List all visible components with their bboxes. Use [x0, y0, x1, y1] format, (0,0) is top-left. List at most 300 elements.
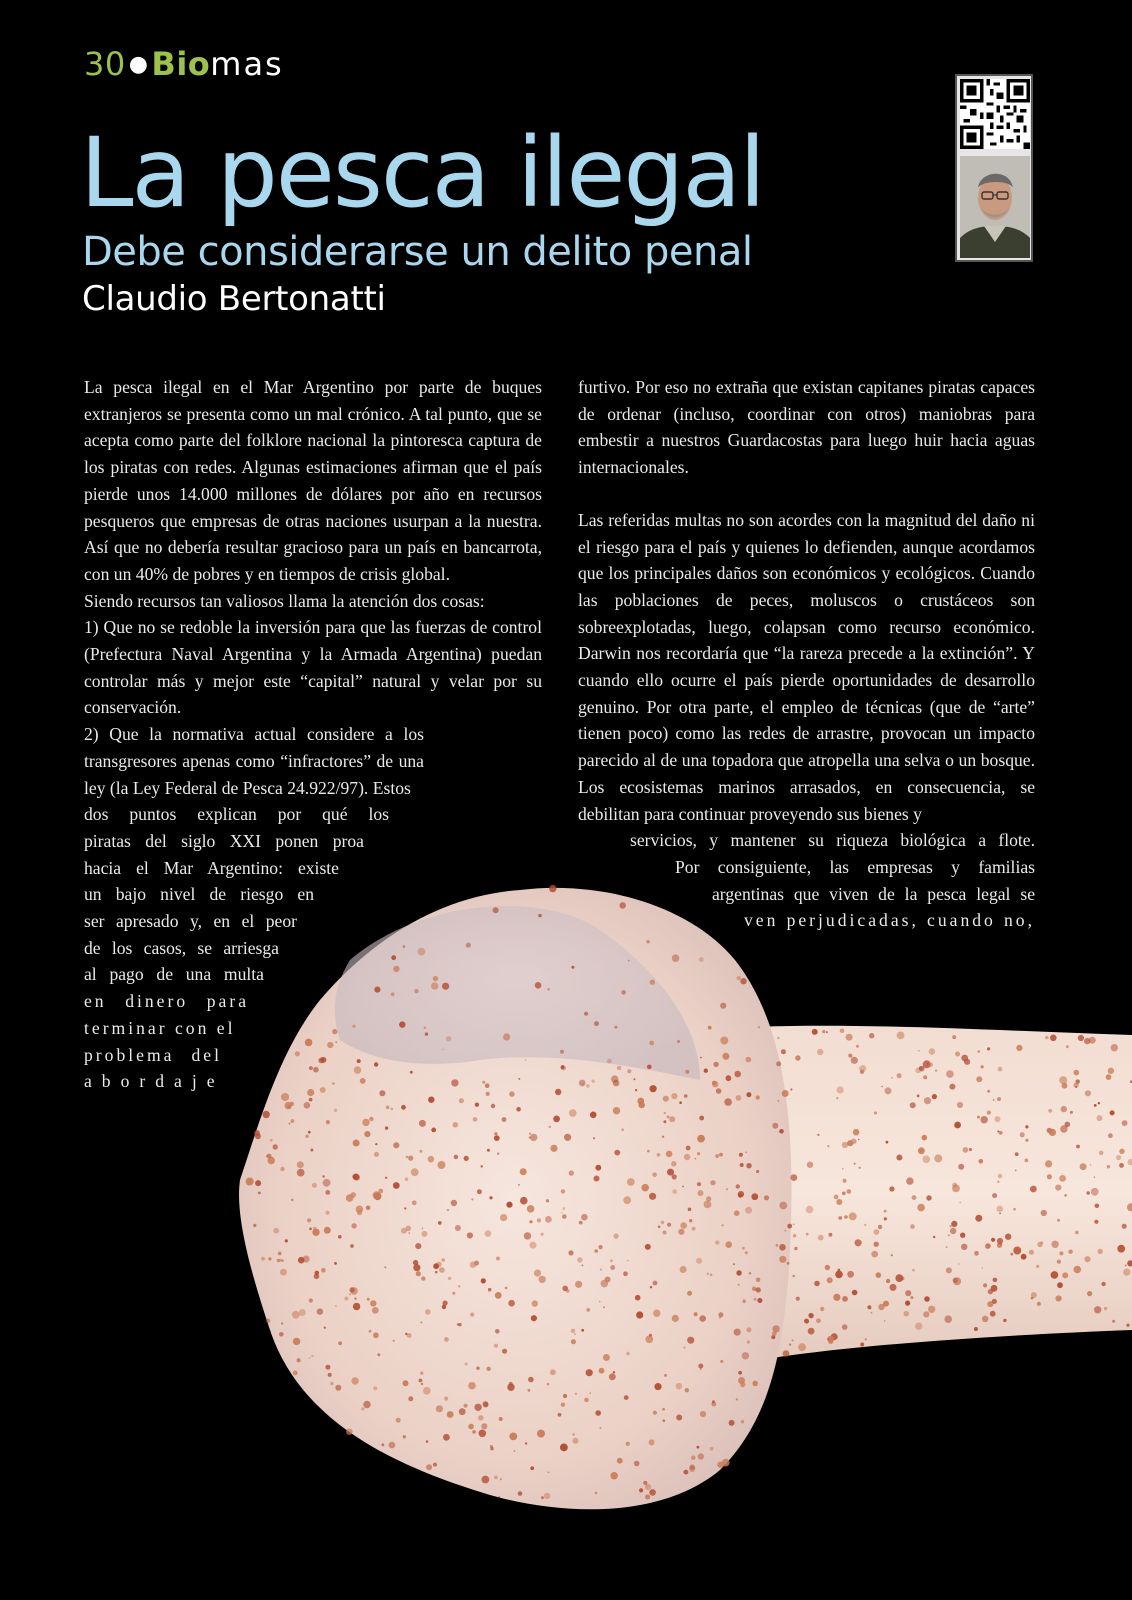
- squid-spot: [500, 1214, 507, 1221]
- squid-spot: [459, 1098, 464, 1103]
- squid-spot: [528, 1377, 534, 1383]
- squid-spot: [524, 1232, 531, 1239]
- squid-spot: [304, 1102, 311, 1109]
- squid-spot: [1064, 1194, 1066, 1196]
- magazine-name-bio: Bio: [151, 45, 211, 83]
- squid-spot: [328, 1373, 332, 1377]
- squid-spot: [312, 1183, 317, 1188]
- squid-spot: [662, 1408, 665, 1411]
- squid-spot: [421, 1383, 423, 1385]
- wrapped-line: dos puntos explican por qué los: [84, 804, 389, 825]
- squid-spot: [676, 1415, 682, 1421]
- squid-spot: [549, 1126, 551, 1128]
- squid-spot: [958, 1164, 964, 1170]
- squid-spot: [1061, 1106, 1067, 1112]
- squid-spot: [600, 1269, 602, 1271]
- squid-spot: [344, 1297, 348, 1301]
- squid-spot: [335, 1305, 337, 1307]
- squid-spot: [385, 1126, 388, 1129]
- squid-spot: [886, 1279, 890, 1283]
- squid-spot: [518, 1184, 520, 1186]
- squid-spot: [842, 1142, 848, 1148]
- page-folio: [84, 44, 284, 85]
- squid-spot: [617, 1066, 621, 1070]
- squid-spot: [561, 1403, 565, 1407]
- squid-spot: [842, 1296, 848, 1302]
- squid-spot: [634, 1078, 636, 1080]
- squid-spot: [246, 1178, 254, 1186]
- squid-spot: [407, 1333, 412, 1338]
- squid-spot: [385, 1177, 387, 1179]
- squid-spot: [351, 1377, 358, 1384]
- squid-spot: [621, 990, 626, 995]
- squid-spot: [1037, 1242, 1042, 1247]
- squid-spot: [326, 1120, 330, 1124]
- squid-spot: [987, 1047, 990, 1050]
- squid-spot: [298, 1257, 305, 1264]
- squid-spot: [736, 1398, 738, 1400]
- wrapped-text-left: [84, 801, 542, 1095]
- squid-spot: [1122, 1224, 1127, 1229]
- squid-spot: [610, 1259, 613, 1262]
- squid-spot: [1005, 1234, 1011, 1240]
- squid-spot: [745, 1152, 747, 1154]
- wrapped-line: problema del: [84, 1044, 222, 1065]
- squid-spot: [639, 1488, 643, 1492]
- squid-spot: [891, 1077, 893, 1079]
- squid-spot: [933, 1236, 935, 1238]
- squid-spot: [710, 1180, 715, 1185]
- squid-spot: [1084, 1038, 1090, 1044]
- squid-spot: [572, 1433, 574, 1435]
- squid-spot: [854, 1163, 856, 1165]
- squid-spot: [687, 1337, 694, 1344]
- squid-spot: [722, 1459, 730, 1467]
- squid-spot: [324, 1327, 326, 1329]
- squid-spot: [291, 1199, 293, 1201]
- squid-spot: [1031, 1297, 1034, 1300]
- squid-spot: [779, 1256, 786, 1263]
- squid-spot: [500, 1478, 502, 1480]
- squid-spot: [697, 1182, 701, 1186]
- squid-spot: [812, 1029, 818, 1035]
- wrapped-line: piratas del siglo XXI ponen proa: [84, 830, 364, 851]
- squid-spot: [471, 1198, 473, 1200]
- squid-spot: [754, 1298, 757, 1301]
- squid-spot: [435, 1271, 438, 1274]
- squid-spot: [313, 1227, 317, 1231]
- squid-spot: [649, 1439, 655, 1445]
- squid-spot: [433, 1463, 437, 1467]
- squid-spot: [325, 1211, 329, 1215]
- squid-spot: [998, 1067, 1003, 1072]
- squid-spot: [997, 1238, 1003, 1244]
- squid-spot: [987, 1301, 993, 1307]
- squid-spot: [738, 1371, 742, 1375]
- squid-spot: [419, 1120, 426, 1127]
- squid-spot: [808, 1328, 815, 1335]
- squid-spot: [758, 1026, 760, 1028]
- squid-spot: [564, 1134, 571, 1141]
- squid-spot: [609, 1373, 616, 1380]
- squid-spot: [297, 1161, 304, 1168]
- squid-spot: [405, 1177, 409, 1181]
- squid-spot: [396, 1418, 401, 1423]
- squid-spot: [491, 1104, 495, 1108]
- squid-spot: [472, 1430, 476, 1434]
- squid-spot: [950, 1225, 952, 1227]
- squid-spot: [346, 1428, 353, 1435]
- qr-code-icon[interactable]: [960, 79, 1030, 149]
- squid-spot: [1122, 1120, 1128, 1126]
- squid-spot: [826, 1031, 828, 1033]
- squid-spot: [653, 1310, 660, 1317]
- squid-spot: [791, 1174, 798, 1181]
- squid-spot: [416, 1271, 421, 1276]
- squid-spot: [428, 1097, 434, 1103]
- squid-spot: [468, 1424, 474, 1430]
- squid-spot: [1080, 1163, 1087, 1170]
- squid-spot: [547, 988, 550, 991]
- squid-spot: [611, 1472, 618, 1479]
- squid-spot: [1045, 1036, 1049, 1040]
- squid-spot: [928, 1062, 933, 1067]
- squid-spot: [743, 1300, 746, 1303]
- squid-spot: [334, 1109, 337, 1112]
- squid-spot: [350, 1244, 354, 1248]
- squid-spot: [746, 1092, 751, 1097]
- squid-spot: [999, 1213, 1001, 1215]
- squid-spot: [661, 1221, 664, 1224]
- squid-spot: [563, 1207, 566, 1210]
- squid-spot: [667, 1169, 674, 1176]
- squid-spot: [443, 1301, 448, 1306]
- squid-spot: [837, 1086, 844, 1093]
- squid-spot: [445, 1338, 447, 1340]
- squid-spot: [910, 1102, 916, 1108]
- squid-spot: [680, 1222, 687, 1229]
- squid-spot: [281, 1259, 283, 1261]
- squid-spot: [477, 1189, 482, 1194]
- squid-spot: [627, 1260, 629, 1262]
- squid-spot: [406, 1156, 409, 1159]
- squid-spot: [506, 1202, 512, 1208]
- squid-spot: [573, 1438, 579, 1444]
- squid-spot: [961, 1055, 968, 1062]
- squid-spot: [849, 1212, 857, 1220]
- squid-spot: [425, 1309, 431, 1315]
- squid-spot: [1021, 1254, 1027, 1260]
- squid-spot: [560, 1050, 564, 1054]
- squid-spot: [712, 1081, 716, 1085]
- squid-spot: [595, 1165, 601, 1171]
- paragraph: La pesca ilegal en el Mar Argentino por parte de buques extranjeros se presenta como un mal crónico. A tal punto, que se acepta como parte del folklore nacional la pintoresca captura de los piratas con redes. Algunas estimaciones afirman que el país pierde unos 14.000 millones de dólares por año en recursos pesqueros que empresas de otras naciones usurpan a la nuestra. Así que no debería resultar gracioso para un país en bancarrota, con un 40% de pobres y en tiempos de crisis global.: [84, 377, 542, 584]
- squid-spot: [1010, 1253, 1013, 1256]
- squid-spot: [293, 1338, 300, 1345]
- squid-spot: [305, 1135, 309, 1139]
- squid-spot: [700, 1057, 702, 1059]
- squid-spot: [516, 1107, 521, 1112]
- squid-spot: [1087, 1191, 1090, 1194]
- folio-bullet: ●: [128, 52, 149, 77]
- squid-spot: [694, 1312, 698, 1316]
- squid-spot: [562, 1286, 568, 1292]
- squid-spot: [948, 1234, 950, 1236]
- squid-spot: [722, 1224, 724, 1226]
- squid-spot: [577, 1257, 582, 1262]
- squid-spot: [835, 1271, 843, 1279]
- squid-spot: [886, 1141, 889, 1144]
- squid-spot: [408, 1156, 413, 1161]
- squid-spot: [847, 1189, 852, 1194]
- squid-spot: [647, 1065, 652, 1070]
- squid-spot: [1108, 1133, 1113, 1138]
- squid-spot: [924, 1296, 930, 1302]
- squid-spot: [527, 1205, 535, 1213]
- squid-spot: [664, 1374, 667, 1377]
- squid-spot: [929, 1048, 936, 1055]
- squid-spot: [884, 1320, 886, 1322]
- squid-spot: [420, 1372, 423, 1375]
- squid-spot: [1117, 1245, 1125, 1253]
- squid-spot: [1030, 1186, 1037, 1193]
- squid-spot: [963, 1147, 969, 1153]
- squid-spot: [403, 1435, 406, 1438]
- squid-spot: [772, 1331, 777, 1336]
- squid-spot: [375, 1143, 377, 1145]
- squid-spot: [851, 1057, 858, 1064]
- squid-spot: [722, 1053, 729, 1060]
- squid-spot: [561, 1065, 565, 1069]
- squid-spot: [838, 1269, 841, 1272]
- squid-spot: [778, 1100, 780, 1102]
- squid-spot: [581, 1329, 584, 1332]
- squid-spot: [605, 1277, 611, 1283]
- squid-spot: [382, 1443, 385, 1446]
- squid-spot: [353, 1140, 360, 1147]
- squid-spot: [987, 1111, 991, 1115]
- squid-spot: [867, 1305, 871, 1309]
- squid-spot: [479, 1430, 487, 1438]
- squid-spot: [561, 1189, 565, 1193]
- squid-spot: [569, 1170, 574, 1175]
- squid-spot: [325, 1190, 330, 1195]
- squid-spot: [464, 1156, 469, 1161]
- squid-spot: [796, 1297, 800, 1301]
- squid-spot: [1070, 1111, 1073, 1114]
- squid-spot: [350, 1192, 356, 1198]
- squid-spot: [733, 1263, 735, 1265]
- squid-spot: [871, 1251, 878, 1258]
- squid-spot: [746, 1163, 751, 1168]
- squid-spot: [562, 1214, 567, 1219]
- squid-spot: [1074, 1083, 1079, 1088]
- squid-spot: [827, 1277, 833, 1283]
- squid-spot: [455, 1225, 461, 1231]
- squid-spot: [541, 1496, 544, 1499]
- squid-spot: [792, 1339, 794, 1341]
- squid-spot: [571, 1339, 576, 1344]
- squid-spot: [1094, 1306, 1101, 1313]
- squid-spot: [986, 1244, 991, 1249]
- squid-spot: [323, 1179, 331, 1187]
- squid-spot: [309, 1298, 313, 1302]
- squid-spot: [403, 1380, 409, 1386]
- squid-spot: [679, 1101, 682, 1104]
- squid-spot: [568, 1250, 573, 1255]
- squid-spot: [1090, 1164, 1092, 1166]
- squid-spot: [261, 1257, 265, 1261]
- squid-spot: [829, 1233, 833, 1237]
- squid-spot: [614, 1026, 617, 1029]
- squid-spot: [671, 1161, 676, 1166]
- squid-spot: [321, 1268, 326, 1273]
- squid-spot: [1098, 1102, 1100, 1104]
- squid-spot: [820, 1307, 824, 1311]
- squid-spot: [626, 1442, 630, 1446]
- squid-spot: [482, 1401, 488, 1407]
- squid-spot: [1025, 1159, 1029, 1163]
- squid-spot: [1041, 1210, 1047, 1216]
- squid-spot: [715, 1154, 719, 1158]
- squid-spot: [555, 1089, 561, 1095]
- squid-spot: [530, 1242, 537, 1249]
- squid-spot: [599, 1245, 603, 1249]
- squid-spot: [657, 1153, 661, 1157]
- squid-spot: [885, 1087, 892, 1094]
- author-portrait: [960, 156, 1030, 258]
- body-column-right: [578, 374, 1035, 934]
- squid-spot: [291, 1119, 295, 1123]
- squid-spot: [488, 1288, 492, 1292]
- squid-spot: [710, 1447, 714, 1451]
- squid-spot: [1087, 1291, 1092, 1296]
- squid-spot: [330, 1382, 333, 1385]
- squid-spot: [713, 1062, 718, 1067]
- squid-spot: [842, 1324, 848, 1330]
- squid-spot: [563, 1394, 567, 1398]
- squid-spot: [827, 1145, 829, 1147]
- squid-spot: [547, 1383, 550, 1386]
- squid-spot: [1049, 1129, 1056, 1136]
- squid-spot: [641, 1184, 649, 1192]
- squid-spot: [842, 1192, 846, 1196]
- squid-spot: [268, 1257, 271, 1260]
- squid-spot: [482, 1476, 490, 1484]
- squid-spot: [953, 1278, 958, 1283]
- squid-spot: [545, 1216, 552, 1223]
- squid-spot: [704, 1201, 712, 1209]
- squid-spot: [708, 1026, 712, 1030]
- squid-spot: [354, 1298, 356, 1300]
- squid-spot: [593, 1137, 595, 1139]
- wrapped-line: terminar con el: [84, 1017, 236, 1038]
- squid-spot: [1106, 1074, 1112, 1080]
- squid-spot: [579, 1221, 583, 1225]
- squid-spot: [509, 1382, 513, 1386]
- squid-spot: [710, 1274, 713, 1277]
- squid-spot: [273, 1228, 279, 1234]
- squid-spot: [374, 1152, 379, 1157]
- squid-spot: [699, 957, 704, 962]
- squid-spot: [955, 1052, 960, 1057]
- squid-spot: [280, 1269, 287, 1276]
- squid-spot: [707, 1273, 709, 1275]
- squid-spot: [270, 1139, 273, 1142]
- squid-spot: [582, 1083, 584, 1085]
- squid-spot: [808, 1313, 813, 1318]
- squid-spot: [858, 1139, 860, 1141]
- squid-spot: [699, 1315, 706, 1322]
- squid-spot: [297, 1358, 301, 1362]
- squid-spot: [910, 1224, 915, 1229]
- squid-spot: [623, 1196, 631, 1204]
- squid-spot: [401, 1105, 406, 1110]
- squid-spot: [494, 1344, 498, 1348]
- squid-spot: [952, 1183, 957, 1188]
- squid-spot: [447, 1209, 449, 1211]
- squid-spot: [1016, 1045, 1022, 1051]
- squid-spot: [1036, 1265, 1039, 1268]
- squid-spot: [478, 1415, 483, 1420]
- squid-spot: [603, 1354, 610, 1361]
- squid-spot: [777, 1037, 780, 1040]
- squid-spot: [672, 1174, 677, 1179]
- squid-spot: [254, 1130, 260, 1136]
- squid-spot: [586, 1084, 590, 1088]
- squid-spot: [884, 1217, 887, 1220]
- squid-spot: [889, 1186, 894, 1191]
- squid-spot: [1076, 1145, 1080, 1149]
- squid-spot: [991, 1238, 995, 1242]
- squid-spot: [590, 1112, 597, 1119]
- squid-spot: [277, 1259, 280, 1262]
- squid-spot: [464, 1404, 468, 1408]
- squid-spot: [853, 1129, 860, 1136]
- squid-spot: [997, 1181, 999, 1183]
- squid-spot: [514, 1450, 516, 1452]
- squid-spot: [308, 1131, 311, 1134]
- squid-spot: [475, 1103, 479, 1107]
- squid-spot: [1062, 1272, 1068, 1278]
- squid-spot: [865, 1338, 867, 1340]
- squid-spot: [324, 1227, 331, 1234]
- squid-spot: [428, 1156, 435, 1163]
- squid-spot: [764, 1195, 769, 1200]
- squid-spot: [804, 1319, 809, 1324]
- squid-spot: [289, 1123, 291, 1125]
- squid-spot: [992, 1193, 997, 1198]
- squid-spot: [649, 1334, 652, 1337]
- squid-spot: [736, 1095, 742, 1101]
- squid-spot: [571, 966, 574, 969]
- squid-spot: [720, 1003, 726, 1009]
- squid-spot: [729, 1420, 735, 1426]
- squid-spot: [312, 1229, 319, 1236]
- squid-spot: [285, 1102, 292, 1109]
- squid-spot: [1084, 1256, 1090, 1262]
- squid-spot: [451, 1200, 457, 1206]
- squid-spot: [292, 1311, 300, 1319]
- squid-spot: [976, 1076, 982, 1082]
- squid-spot: [905, 1301, 910, 1306]
- squid-spot: [981, 1065, 984, 1068]
- squid-spot: [1112, 1320, 1115, 1323]
- squid-spot: [756, 1287, 761, 1292]
- squid-spot: [895, 1274, 903, 1282]
- squid-spot: [840, 1029, 845, 1034]
- squid-spot: [561, 1212, 563, 1214]
